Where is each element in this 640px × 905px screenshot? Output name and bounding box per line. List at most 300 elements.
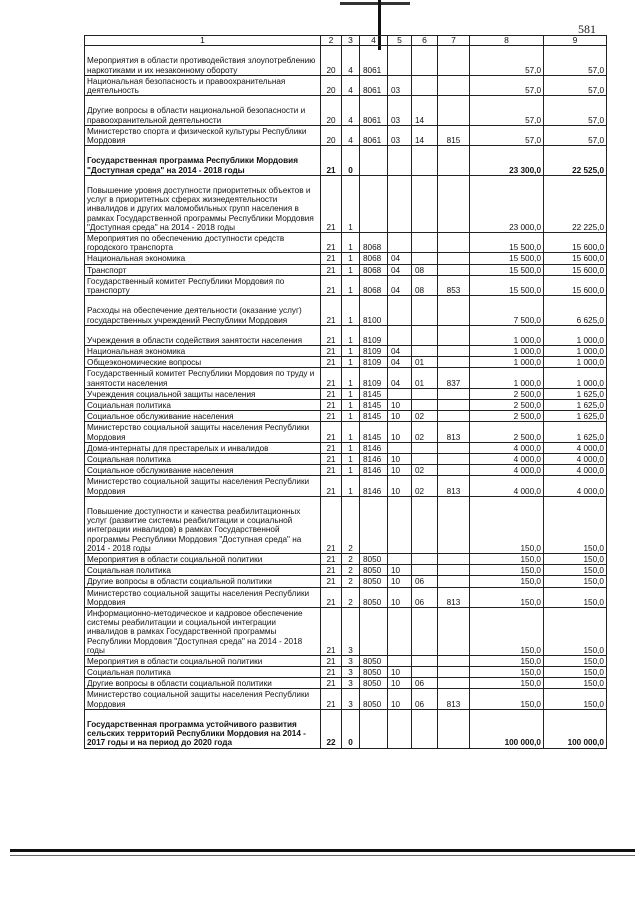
row-subprogram-code: 1: [342, 232, 360, 252]
row-ministry-code: [438, 655, 470, 666]
row-section-code: 10: [388, 667, 412, 678]
row-subsection-code: 02: [412, 422, 438, 442]
table-row: [85, 75, 607, 95]
row-subprogram-code: 3: [342, 655, 360, 666]
row-name: Министерство социальной защиты населения Республики Мордовия: [85, 476, 321, 496]
row-section-code: 04: [388, 264, 412, 275]
row-subsection-code: [412, 496, 438, 553]
row-ministry-code: [438, 253, 470, 264]
header-col-1: 1: [85, 36, 321, 46]
row-subprogram-code: 4: [342, 125, 360, 145]
row-section-code: [388, 709, 412, 748]
row-amount-col-8: 23 000,0: [470, 175, 544, 232]
table-row: [85, 146, 607, 176]
row-amount-col-9: 150,0: [544, 576, 607, 587]
row-amount-col-9: 150,0: [544, 607, 607, 655]
row-ministry-code: 813: [438, 587, 470, 607]
table-row: [85, 125, 607, 145]
table-row: [85, 454, 607, 465]
row-program-code: 21: [321, 146, 342, 176]
row-section-code: [388, 607, 412, 655]
row-subprogram-code: 1: [342, 400, 360, 411]
row-target-code: [360, 175, 388, 232]
row-subprogram-code: 1: [342, 442, 360, 453]
row-target-code: 8146: [360, 442, 388, 453]
row-name: Другие вопросы в области национальной безопасности и правоохранительной деятельности: [85, 96, 321, 126]
row-amount-col-8: 57,0: [470, 46, 544, 76]
row-program-code: 21: [321, 576, 342, 587]
row-amount-col-8: 1 000,0: [470, 325, 544, 345]
row-subprogram-code: 4: [342, 46, 360, 76]
row-subsection-code: 08: [412, 275, 438, 295]
row-target-code: 8061: [360, 75, 388, 95]
row-name: Национальная экономика: [85, 346, 321, 357]
row-subprogram-code: 2: [342, 565, 360, 576]
row-amount-col-9: 1 625,0: [544, 388, 607, 399]
table-row: [85, 655, 607, 666]
row-section-code: 10: [388, 565, 412, 576]
row-target-code: 8061: [360, 125, 388, 145]
row-program-code: 21: [321, 476, 342, 496]
row-name: Дома-интернаты для престарелых и инвалидов: [85, 442, 321, 453]
row-amount-col-9: 22 525,0: [544, 146, 607, 176]
row-amount-col-8: 4 000,0: [470, 476, 544, 496]
row-program-code: 21: [321, 565, 342, 576]
row-subprogram-code: 2: [342, 576, 360, 587]
row-name: Повышение доступности и качества реабилитационных услуг (развитие системы реабилитации и социальной интеграции инвалидов) в рамках Государственной программы Республики Мордовия "Доступная среда" на 2014 - 2018 годы: [85, 496, 321, 553]
row-program-code: 21: [321, 465, 342, 476]
row-name: Общеэкономические вопросы: [85, 357, 321, 368]
table-row: [85, 175, 607, 232]
row-section-code: 04: [388, 346, 412, 357]
row-program-code: 21: [321, 357, 342, 368]
row-section-code: [388, 388, 412, 399]
row-name: Социальное обслуживание населения: [85, 411, 321, 422]
row-ministry-code: [438, 454, 470, 465]
row-amount-col-9: 22 225,0: [544, 175, 607, 232]
row-subsection-code: [412, 146, 438, 176]
table-row: [85, 709, 607, 748]
row-ministry-code: [438, 411, 470, 422]
table-row: [85, 264, 607, 275]
row-program-code: 21: [321, 175, 342, 232]
row-subsection-code: [412, 400, 438, 411]
table-row: [85, 232, 607, 252]
row-ministry-code: [438, 346, 470, 357]
row-section-code: 04: [388, 357, 412, 368]
row-ministry-code: [438, 709, 470, 748]
row-amount-col-9: 1 625,0: [544, 400, 607, 411]
row-name: Государственная программа устойчивого развития сельских территорий Республики Мордовия на 2014 - 2017 годы и на период до 2020 года: [85, 709, 321, 748]
row-subprogram-code: 1: [342, 476, 360, 496]
row-ministry-code: [438, 565, 470, 576]
row-program-code: 21: [321, 411, 342, 422]
row-name: Транспорт: [85, 264, 321, 275]
row-amount-col-9: 1 000,0: [544, 368, 607, 388]
header-col-4: 4: [360, 36, 388, 46]
row-name: Другие вопросы в области социальной политики: [85, 678, 321, 689]
row-amount-col-9: 4 000,0: [544, 476, 607, 496]
row-name: Министерство спорта и физической культуры Республики Мордовия: [85, 125, 321, 145]
row-amount-col-8: 150,0: [470, 655, 544, 666]
row-name: Государственный комитет Республики Мордовия по труду и занятости населения: [85, 368, 321, 388]
row-program-code: 20: [321, 75, 342, 95]
table-row: [85, 388, 607, 399]
row-name: Государственная программа Республики Мордовия "Доступная среда" на 2014 - 2018 годы: [85, 146, 321, 176]
row-section-code: [388, 146, 412, 176]
row-amount-col-8: 2 500,0: [470, 422, 544, 442]
table-row: [85, 576, 607, 587]
row-name: Мероприятия в области противодействия злоупотреблению наркотиками и их незаконному обороту: [85, 46, 321, 76]
row-ministry-code: [438, 465, 470, 476]
row-ministry-code: 837: [438, 368, 470, 388]
row-section-code: 10: [388, 422, 412, 442]
row-section-code: 04: [388, 275, 412, 295]
row-target-code: 8068: [360, 264, 388, 275]
row-name: Повышение уровня доступности приоритетных объектов и услуг в приоритетных сферах жизнедеятельности инвалидов и других маломобильных групп населения в рамках Государственной программы Республики Мордовия "Доступная среда" на 2014 - 2018 годы: [85, 175, 321, 232]
row-section-code: [388, 442, 412, 453]
row-program-code: 21: [321, 253, 342, 264]
row-name: Национальная экономика: [85, 253, 321, 264]
row-amount-col-9: 1 625,0: [544, 422, 607, 442]
budget-table: [84, 35, 607, 749]
table-row: [85, 400, 607, 411]
row-target-code: 8050: [360, 576, 388, 587]
row-subsection-code: [412, 553, 438, 564]
row-program-code: 20: [321, 125, 342, 145]
row-ministry-code: [438, 75, 470, 95]
row-target-code: 8109: [360, 368, 388, 388]
row-subsection-code: 06: [412, 587, 438, 607]
row-subprogram-code: 1: [342, 422, 360, 442]
row-ministry-code: [438, 400, 470, 411]
row-name: Учреждения в области содействия занятости населения: [85, 325, 321, 345]
row-amount-col-8: 150,0: [470, 667, 544, 678]
row-subsection-code: [412, 655, 438, 666]
row-subprogram-code: 1: [342, 253, 360, 264]
row-program-code: 21: [321, 275, 342, 295]
row-target-code: 8145: [360, 400, 388, 411]
row-ministry-code: [438, 325, 470, 345]
row-amount-col-8: 57,0: [470, 125, 544, 145]
row-program-code: 20: [321, 46, 342, 76]
row-ministry-code: 813: [438, 476, 470, 496]
row-program-code: 21: [321, 667, 342, 678]
row-program-code: 21: [321, 346, 342, 357]
row-subsection-code: [412, 346, 438, 357]
row-amount-col-8: 150,0: [470, 689, 544, 709]
row-program-code: 21: [321, 496, 342, 553]
row-amount-col-9: 57,0: [544, 75, 607, 95]
row-target-code: 8146: [360, 465, 388, 476]
row-name: Государственный комитет Республики Мордовия по транспорту: [85, 275, 321, 295]
row-amount-col-8: 150,0: [470, 496, 544, 553]
row-name: Мероприятия по обеспечению доступности средств городского транспорта: [85, 232, 321, 252]
table-row: [85, 689, 607, 709]
row-amount-col-9: 150,0: [544, 565, 607, 576]
row-target-code: 8109: [360, 325, 388, 345]
table-row: [85, 411, 607, 422]
row-section-code: 03: [388, 75, 412, 95]
row-ministry-code: 853: [438, 275, 470, 295]
table-body: [85, 46, 607, 748]
row-program-code: 21: [321, 678, 342, 689]
row-amount-col-8: 15 500,0: [470, 232, 544, 252]
row-name: Информационно-методическое и кадровое обеспечение системы реабилитации и социальной интеграции инвалидов в рамках Государственной программы Республики Мордовия "Доступная среда" на 2014 - 2018 годы: [85, 607, 321, 655]
row-name: Министерство социальной защиты населения Республики Мордовия: [85, 422, 321, 442]
row-program-code: 21: [321, 368, 342, 388]
row-amount-col-9: 1 000,0: [544, 357, 607, 368]
header-col-5: 5: [388, 36, 412, 46]
row-ministry-code: [438, 296, 470, 326]
row-amount-col-9: 150,0: [544, 678, 607, 689]
row-amount-col-9: 15 600,0: [544, 264, 607, 275]
row-section-code: [388, 46, 412, 76]
row-subsection-code: 02: [412, 465, 438, 476]
row-amount-col-9: 4 000,0: [544, 442, 607, 453]
row-program-code: 20: [321, 96, 342, 126]
header-col-7: 7: [438, 36, 470, 46]
table-row: [85, 368, 607, 388]
table-row: [85, 496, 607, 553]
row-program-code: 21: [321, 553, 342, 564]
row-target-code: 8068: [360, 253, 388, 264]
row-target-code: 8145: [360, 388, 388, 399]
row-amount-col-9: 4 000,0: [544, 454, 607, 465]
row-amount-col-9: 150,0: [544, 587, 607, 607]
table-row: [85, 476, 607, 496]
row-name: Социальная политика: [85, 565, 321, 576]
table-row: [85, 275, 607, 295]
row-name: Министерство социальной защиты населения Республики Мордовия: [85, 587, 321, 607]
row-ministry-code: [438, 388, 470, 399]
row-section-code: [388, 325, 412, 345]
row-section-code: 03: [388, 125, 412, 145]
row-section-code: [388, 655, 412, 666]
row-name: Мероприятия в области социальной политики: [85, 655, 321, 666]
row-section-code: [388, 553, 412, 564]
row-program-code: 21: [321, 689, 342, 709]
row-target-code: 8145: [360, 422, 388, 442]
row-target-code: [360, 709, 388, 748]
row-program-code: 21: [321, 264, 342, 275]
row-section-code: 10: [388, 678, 412, 689]
row-target-code: 8068: [360, 232, 388, 252]
table-row: [85, 46, 607, 76]
row-program-code: 21: [321, 587, 342, 607]
row-subprogram-code: 0: [342, 146, 360, 176]
row-section-code: 10: [388, 454, 412, 465]
row-section-code: 10: [388, 587, 412, 607]
row-target-code: 8100: [360, 296, 388, 326]
row-ministry-code: [438, 607, 470, 655]
row-amount-col-9: 1 625,0: [544, 411, 607, 422]
row-ministry-code: 813: [438, 422, 470, 442]
row-subsection-code: 01: [412, 368, 438, 388]
row-subprogram-code: 2: [342, 553, 360, 564]
table-row: [85, 346, 607, 357]
row-program-code: 21: [321, 442, 342, 453]
table-row: [85, 253, 607, 264]
row-subprogram-code: 1: [342, 296, 360, 326]
row-section-code: 10: [388, 411, 412, 422]
row-subprogram-code: 1: [342, 264, 360, 275]
row-subsection-code: [412, 253, 438, 264]
row-target-code: 8061: [360, 46, 388, 76]
row-subsection-code: [412, 296, 438, 326]
row-ministry-code: [438, 496, 470, 553]
table-row: [85, 667, 607, 678]
row-name: Мероприятия в области социальной политики: [85, 553, 321, 564]
row-section-code: 10: [388, 689, 412, 709]
row-subprogram-code: 1: [342, 357, 360, 368]
top-stamp-mark: [340, 2, 410, 5]
row-target-code: 8050: [360, 553, 388, 564]
row-name: Министерство социальной защиты населения Республики Мордовия: [85, 689, 321, 709]
row-subsection-code: [412, 325, 438, 345]
row-program-code: 21: [321, 400, 342, 411]
row-name: Социальная политика: [85, 454, 321, 465]
row-ministry-code: [438, 553, 470, 564]
row-amount-col-9: 1 000,0: [544, 325, 607, 345]
row-section-code: 10: [388, 476, 412, 496]
row-amount-col-9: 150,0: [544, 689, 607, 709]
row-ministry-code: [438, 96, 470, 126]
row-subprogram-code: 1: [342, 346, 360, 357]
row-subprogram-code: 4: [342, 75, 360, 95]
row-amount-col-9: 57,0: [544, 96, 607, 126]
row-subprogram-code: 1: [342, 411, 360, 422]
header-col-9: 9: [544, 36, 607, 46]
row-section-code: 04: [388, 368, 412, 388]
row-ministry-code: 815: [438, 125, 470, 145]
row-subsection-code: 02: [412, 476, 438, 496]
row-program-code: 21: [321, 607, 342, 655]
row-subsection-code: [412, 442, 438, 453]
row-subprogram-code: 1: [342, 454, 360, 465]
row-amount-col-8: 1 000,0: [470, 368, 544, 388]
table-row: [85, 96, 607, 126]
row-section-code: [388, 496, 412, 553]
row-amount-col-9: 6 625,0: [544, 296, 607, 326]
row-subprogram-code: 1: [342, 175, 360, 232]
row-ministry-code: [438, 46, 470, 76]
row-amount-col-8: 7 500,0: [470, 296, 544, 326]
row-program-code: 21: [321, 296, 342, 326]
row-amount-col-9: 15 600,0: [544, 253, 607, 264]
table-row: [85, 553, 607, 564]
row-target-code: [360, 607, 388, 655]
row-ministry-code: [438, 576, 470, 587]
row-amount-col-8: 2 500,0: [470, 411, 544, 422]
row-name: Национальная безопасность и правоохранительная деятельность: [85, 75, 321, 95]
row-subsection-code: [412, 667, 438, 678]
row-amount-col-9: 15 600,0: [544, 232, 607, 252]
row-ministry-code: [438, 667, 470, 678]
row-name: Учреждения социальной защиты населения: [85, 388, 321, 399]
row-amount-col-8: 150,0: [470, 565, 544, 576]
row-subsection-code: 08: [412, 264, 438, 275]
header-col-2: 2: [321, 36, 342, 46]
row-amount-col-8: 150,0: [470, 553, 544, 564]
row-section-code: 04: [388, 253, 412, 264]
row-target-code: 8068: [360, 275, 388, 295]
row-section-code: [388, 296, 412, 326]
row-subprogram-code: 3: [342, 689, 360, 709]
row-amount-col-8: 15 500,0: [470, 275, 544, 295]
row-target-code: 8050: [360, 587, 388, 607]
row-subprogram-code: 1: [342, 368, 360, 388]
row-target-code: 8109: [360, 357, 388, 368]
row-subprogram-code: 4: [342, 96, 360, 126]
row-amount-col-8: 2 500,0: [470, 388, 544, 399]
row-subsection-code: [412, 75, 438, 95]
row-amount-col-8: 57,0: [470, 75, 544, 95]
row-program-code: 22: [321, 709, 342, 748]
table-row: [85, 442, 607, 453]
row-name: Расходы на обеспечение деятельности (оказание услуг) государственных учреждений Республики Мордовия: [85, 296, 321, 326]
row-ministry-code: [438, 264, 470, 275]
row-subprogram-code: 3: [342, 607, 360, 655]
row-amount-col-8: 15 500,0: [470, 264, 544, 275]
row-target-code: 8050: [360, 689, 388, 709]
row-ministry-code: [438, 442, 470, 453]
row-program-code: 21: [321, 325, 342, 345]
row-ministry-code: [438, 175, 470, 232]
row-subsection-code: [412, 388, 438, 399]
row-subprogram-code: 0: [342, 709, 360, 748]
row-subprogram-code: 2: [342, 587, 360, 607]
row-amount-col-8: 150,0: [470, 678, 544, 689]
row-section-code: [388, 175, 412, 232]
row-section-code: 10: [388, 400, 412, 411]
row-subsection-code: 02: [412, 411, 438, 422]
row-target-code: 8146: [360, 454, 388, 465]
row-section-code: 10: [388, 576, 412, 587]
table-row: [85, 678, 607, 689]
header-col-8: 8: [470, 36, 544, 46]
row-name: Социальная политика: [85, 667, 321, 678]
row-target-code: 8050: [360, 655, 388, 666]
bottom-divider-thin: [10, 855, 635, 856]
row-subsection-code: 06: [412, 576, 438, 587]
row-ministry-code: [438, 678, 470, 689]
row-amount-col-9: 150,0: [544, 553, 607, 564]
row-amount-col-9: 150,0: [544, 496, 607, 553]
row-section-code: 10: [388, 465, 412, 476]
row-subsection-code: [412, 454, 438, 465]
row-name: Социальное обслуживание населения: [85, 465, 321, 476]
row-ministry-code: 813: [438, 689, 470, 709]
row-section-code: 03: [388, 96, 412, 126]
row-ministry-code: [438, 232, 470, 252]
row-ministry-code: [438, 357, 470, 368]
row-subprogram-code: 3: [342, 678, 360, 689]
row-subprogram-code: 1: [342, 325, 360, 345]
row-target-code: 8061: [360, 96, 388, 126]
row-subprogram-code: 1: [342, 465, 360, 476]
row-program-code: 21: [321, 388, 342, 399]
row-subsection-code: 01: [412, 357, 438, 368]
row-target-code: [360, 146, 388, 176]
row-name: Другие вопросы в области социальной политики: [85, 576, 321, 587]
table-header-row: [85, 36, 607, 46]
header-col-3: 3: [342, 36, 360, 46]
row-target-code: 8145: [360, 411, 388, 422]
table-row: [85, 296, 607, 326]
row-amount-col-8: 57,0: [470, 96, 544, 126]
row-target-code: [360, 496, 388, 553]
